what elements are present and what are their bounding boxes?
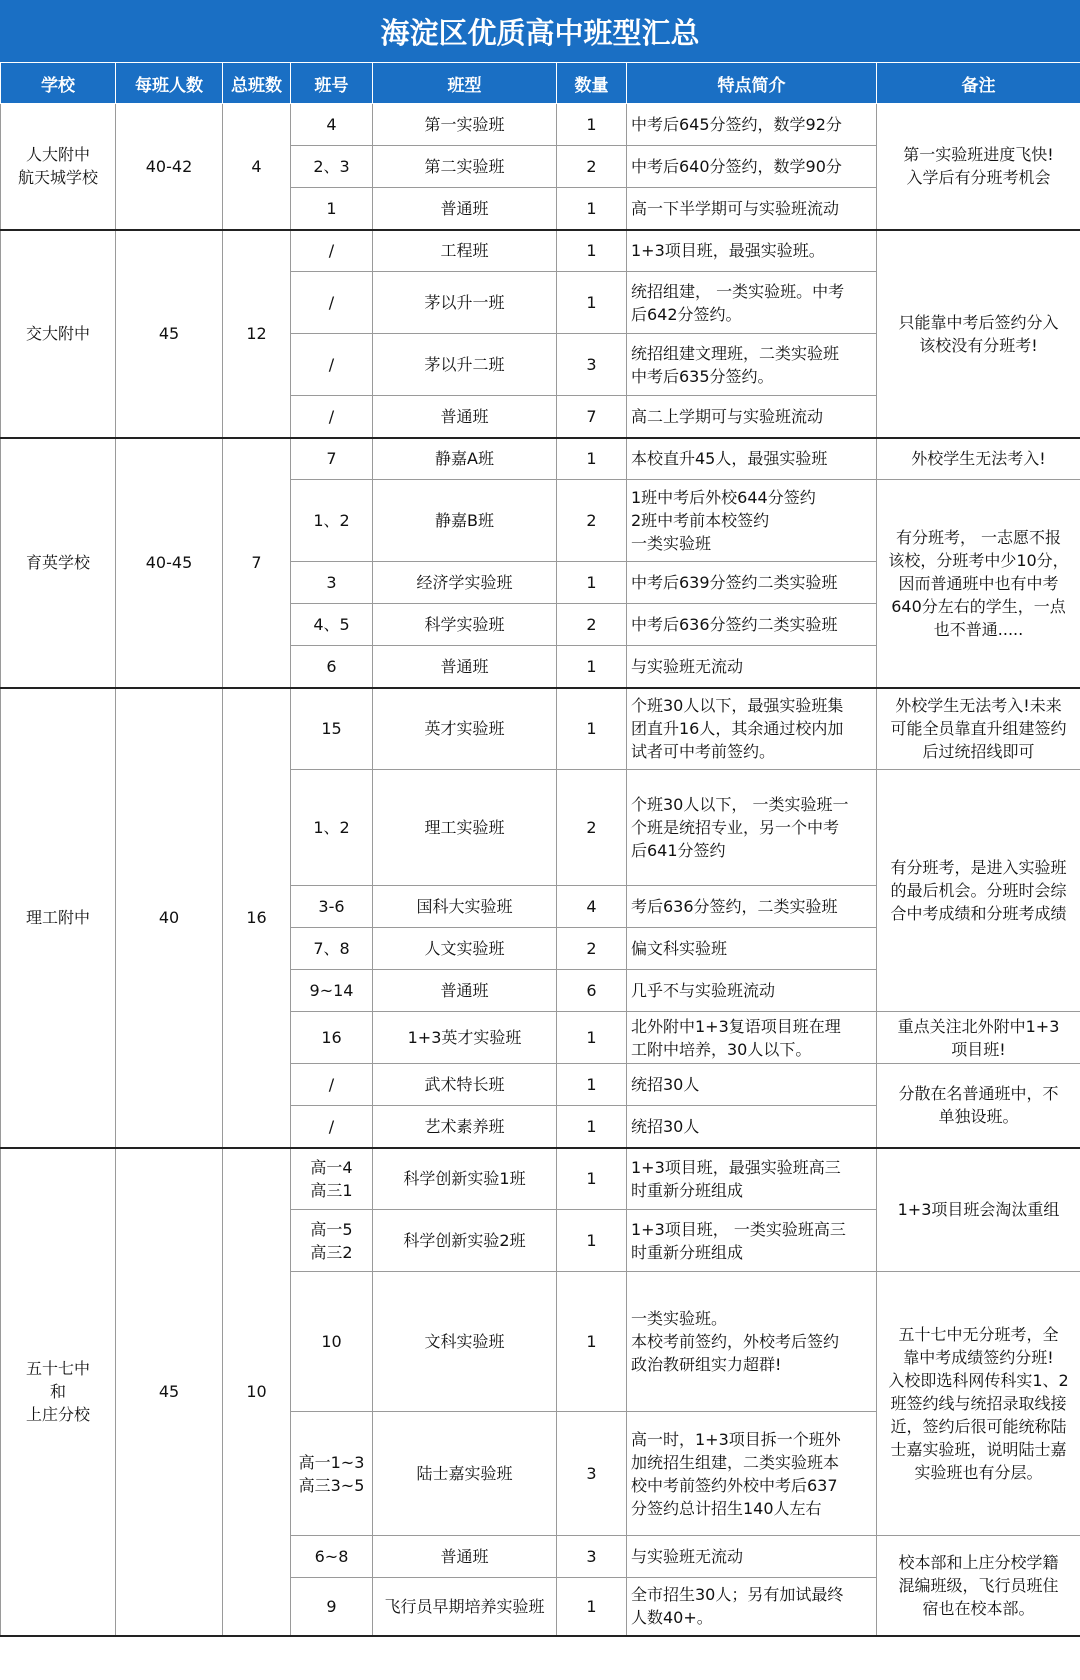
class-desc: 统招30人 bbox=[627, 1106, 877, 1148]
class-no: 10 bbox=[291, 1272, 373, 1412]
school-name: 交大附中 bbox=[1, 230, 116, 438]
class-desc: 考后636分签约，二类实验班 bbox=[627, 886, 877, 928]
page-title: 海淀区优质高中班型汇总 bbox=[0, 0, 1080, 62]
class-count: 1 bbox=[557, 1148, 627, 1210]
class-no: / bbox=[291, 230, 373, 272]
per-class: 40-42 bbox=[116, 104, 223, 230]
header-class-type: 班型 bbox=[373, 63, 557, 104]
class-no: / bbox=[291, 396, 373, 438]
class-desc: 几乎不与实验班流动 bbox=[627, 970, 877, 1012]
class-note: 有分班考， 一志愿不报 该校，分班考中少10分， 因而普通班中也有中考 640分左右的学生，一点 也不普通..... bbox=[877, 480, 1080, 688]
class-desc: 统招30人 bbox=[627, 1064, 877, 1106]
class-count: 7 bbox=[557, 396, 627, 438]
per-class: 40 bbox=[116, 688, 223, 1148]
class-no: / bbox=[291, 1064, 373, 1106]
header-class-no: 班号 bbox=[291, 63, 373, 104]
class-type: 静嘉A班 bbox=[373, 438, 557, 480]
class-type: 理工实验班 bbox=[373, 770, 557, 886]
class-count: 1 bbox=[557, 646, 627, 688]
class-type: 普通班 bbox=[373, 396, 557, 438]
class-type: 第一实验班 bbox=[373, 104, 557, 146]
class-count: 1 bbox=[557, 1272, 627, 1412]
class-count: 1 bbox=[557, 438, 627, 480]
class-desc: 高二上学期可与实验班流动 bbox=[627, 396, 877, 438]
class-type: 茅以升二班 bbox=[373, 334, 557, 396]
class-desc: 统招组建， 一类实验班。中考 后642分签约。 bbox=[627, 272, 877, 334]
table-row bbox=[1, 438, 1080, 480]
class-desc: 1+3项目班， 一类实验班高三 时重新分班组成 bbox=[627, 1210, 877, 1272]
class-type: 普通班 bbox=[373, 970, 557, 1012]
class-desc: 本校直升45人，最强实验班 bbox=[627, 438, 877, 480]
class-type: 第二实验班 bbox=[373, 146, 557, 188]
class-count: 1 bbox=[557, 688, 627, 770]
class-note: 分散在名普通班中，不 单独设班。 bbox=[877, 1064, 1080, 1148]
class-no: 1、2 bbox=[291, 480, 373, 562]
class-no: / bbox=[291, 334, 373, 396]
table-row bbox=[1, 104, 1080, 146]
class-count: 1 bbox=[557, 1064, 627, 1106]
class-no: 7 bbox=[291, 438, 373, 480]
class-note: 重点关注北外附中1+3 项目班! bbox=[877, 1012, 1080, 1064]
header-count: 数量 bbox=[557, 63, 627, 104]
class-desc: 1+3项目班，最强实验班高三 时重新分班组成 bbox=[627, 1148, 877, 1210]
per-class: 40-45 bbox=[116, 438, 223, 688]
class-note: 有分班考，是进入实验班 的最后机会。分班时会综 合中考成绩和分班考成绩 bbox=[877, 770, 1080, 1012]
class-type: 普通班 bbox=[373, 188, 557, 230]
class-desc: 中考后636分签约二类实验班 bbox=[627, 604, 877, 646]
per-class: 45 bbox=[116, 230, 223, 438]
table-row bbox=[1, 688, 1080, 770]
class-type: 科学创新实验2班 bbox=[373, 1210, 557, 1272]
class-count: 1 bbox=[557, 1012, 627, 1064]
class-type: 科学创新实验1班 bbox=[373, 1148, 557, 1210]
total-classes: 7 bbox=[223, 438, 291, 688]
class-note: 1+3项目班会淘汰重组 bbox=[877, 1148, 1080, 1272]
class-count: 2 bbox=[557, 146, 627, 188]
class-count: 1 bbox=[557, 1106, 627, 1148]
header-per-class: 每班人数 bbox=[116, 63, 223, 104]
class-count: 2 bbox=[557, 928, 627, 970]
class-count: 6 bbox=[557, 970, 627, 1012]
class-type: 武术特长班 bbox=[373, 1064, 557, 1106]
class-desc: 中考后640分签约，数学90分 bbox=[627, 146, 877, 188]
class-no: 7、8 bbox=[291, 928, 373, 970]
school-name: 育英学校 bbox=[1, 438, 116, 688]
class-no: 高一1~3 高三3~5 bbox=[291, 1412, 373, 1536]
class-no: 4 bbox=[291, 104, 373, 146]
total-classes: 10 bbox=[223, 1148, 291, 1636]
class-type: 工程班 bbox=[373, 230, 557, 272]
class-no: 高一4 高三1 bbox=[291, 1148, 373, 1210]
class-desc: 统招组建文理班，二类实验班 中考后635分签约。 bbox=[627, 334, 877, 396]
class-type: 艺术素养班 bbox=[373, 1106, 557, 1148]
class-count: 1 bbox=[557, 1210, 627, 1272]
class-note: 只能靠中考后签约分入 该校没有分班考! bbox=[877, 230, 1080, 438]
class-no: 4、5 bbox=[291, 604, 373, 646]
total-classes: 12 bbox=[223, 230, 291, 438]
class-no: 6~8 bbox=[291, 1536, 373, 1578]
class-count: 1 bbox=[557, 1578, 627, 1636]
table-row bbox=[1, 1148, 1080, 1210]
per-class: 45 bbox=[116, 1148, 223, 1636]
school-name: 五十七中 和 上庄分校 bbox=[1, 1148, 116, 1636]
class-type: 茅以升一班 bbox=[373, 272, 557, 334]
class-no: 3-6 bbox=[291, 886, 373, 928]
class-type: 静嘉B班 bbox=[373, 480, 557, 562]
class-count: 1 bbox=[557, 562, 627, 604]
class-no: 3 bbox=[291, 562, 373, 604]
class-note: 五十七中无分班考，全 靠中考成绩签约分班! 入校即选科网传科实1、2 班签约线与统招录取线接 近，签约后很可能统称陆 士嘉实验班，说明陆士嘉 实验班也有分层。 bbox=[877, 1272, 1080, 1536]
class-no: 16 bbox=[291, 1012, 373, 1064]
class-count: 3 bbox=[557, 334, 627, 396]
class-desc: 中考后645分签约，数学92分 bbox=[627, 104, 877, 146]
class-note: 外校学生无法考入! bbox=[877, 438, 1080, 480]
class-desc: 北外附中1+3复语项目班在理 工附中培养，30人以下。 bbox=[627, 1012, 877, 1064]
class-type: 普通班 bbox=[373, 646, 557, 688]
class-desc: 与实验班无流动 bbox=[627, 646, 877, 688]
class-no: / bbox=[291, 1106, 373, 1148]
class-no: 1 bbox=[291, 188, 373, 230]
class-count: 3 bbox=[557, 1536, 627, 1578]
class-count: 1 bbox=[557, 104, 627, 146]
class-type: 1+3英才实验班 bbox=[373, 1012, 557, 1064]
class-desc: 个班30人以下， 一类实验班一 个班是统招专业，另一个中考 后641分签约 bbox=[627, 770, 877, 886]
total-classes: 16 bbox=[223, 688, 291, 1148]
class-desc: 个班30人以下，最强实验班集 团直升16人，其余通过校内加 试者可中考前签约。 bbox=[627, 688, 877, 770]
school-name: 理工附中 bbox=[1, 688, 116, 1148]
class-type: 飞行员早期培养实验班 bbox=[373, 1578, 557, 1636]
class-count: 2 bbox=[557, 604, 627, 646]
header-desc: 特点简介 bbox=[627, 63, 877, 104]
class-count: 3 bbox=[557, 1412, 627, 1536]
class-no: 2、3 bbox=[291, 146, 373, 188]
class-no: 15 bbox=[291, 688, 373, 770]
header-row bbox=[1, 63, 1080, 104]
class-desc: 高一下半学期可与实验班流动 bbox=[627, 188, 877, 230]
class-no: / bbox=[291, 272, 373, 334]
total-classes: 4 bbox=[223, 104, 291, 230]
header-school: 学校 bbox=[1, 63, 116, 104]
class-type: 科学实验班 bbox=[373, 604, 557, 646]
class-desc: 偏文科实验班 bbox=[627, 928, 877, 970]
class-desc: 中考后639分签约二类实验班 bbox=[627, 562, 877, 604]
class-type: 文科实验班 bbox=[373, 1272, 557, 1412]
class-type: 人文实验班 bbox=[373, 928, 557, 970]
class-note: 校本部和上庄分校学籍 混编班级，飞行员班住 宿也在校本部。 bbox=[877, 1536, 1080, 1636]
class-count: 1 bbox=[557, 272, 627, 334]
class-count: 2 bbox=[557, 770, 627, 886]
class-count: 4 bbox=[557, 886, 627, 928]
header-total: 总班数 bbox=[223, 63, 291, 104]
class-type: 经济学实验班 bbox=[373, 562, 557, 604]
class-type: 国科大实验班 bbox=[373, 886, 557, 928]
table-row bbox=[1, 230, 1080, 272]
class-desc: 一类实验班。 本校考前签约，外校考后签约 政治教研组实力超群! bbox=[627, 1272, 877, 1412]
class-type: 普通班 bbox=[373, 1536, 557, 1578]
class-no: 高一5 高三2 bbox=[291, 1210, 373, 1272]
class-no: 9~14 bbox=[291, 970, 373, 1012]
class-summary-table bbox=[0, 62, 1080, 1637]
class-no: 9 bbox=[291, 1578, 373, 1636]
class-type: 英才实验班 bbox=[373, 688, 557, 770]
class-desc: 1班中考后外校644分签约 2班中考前本校签约 一类实验班 bbox=[627, 480, 877, 562]
class-no: 1、2 bbox=[291, 770, 373, 886]
class-count: 1 bbox=[557, 230, 627, 272]
class-count: 2 bbox=[557, 480, 627, 562]
class-count: 1 bbox=[557, 188, 627, 230]
school-name: 人大附中 航天城学校 bbox=[1, 104, 116, 230]
class-desc: 1+3项目班，最强实验班。 bbox=[627, 230, 877, 272]
header-notes: 备注 bbox=[877, 63, 1080, 104]
class-no: 6 bbox=[291, 646, 373, 688]
class-desc: 全市招生30人；另有加试最终 人数40+。 bbox=[627, 1578, 877, 1636]
class-desc: 与实验班无流动 bbox=[627, 1536, 877, 1578]
class-type: 陆士嘉实验班 bbox=[373, 1412, 557, 1536]
class-desc: 高一时，1+3项目拆一个班外 加统招生组建，二类实验班本 校中考前签约外校中考后637 分签约总计招生140人左右 bbox=[627, 1412, 877, 1536]
class-note: 第一实验班进度飞快! 入学后有分班考机会 bbox=[877, 104, 1080, 230]
class-note: 外校学生无法考入!未来 可能全员靠直升组建签约 后过统招线即可 bbox=[877, 688, 1080, 770]
